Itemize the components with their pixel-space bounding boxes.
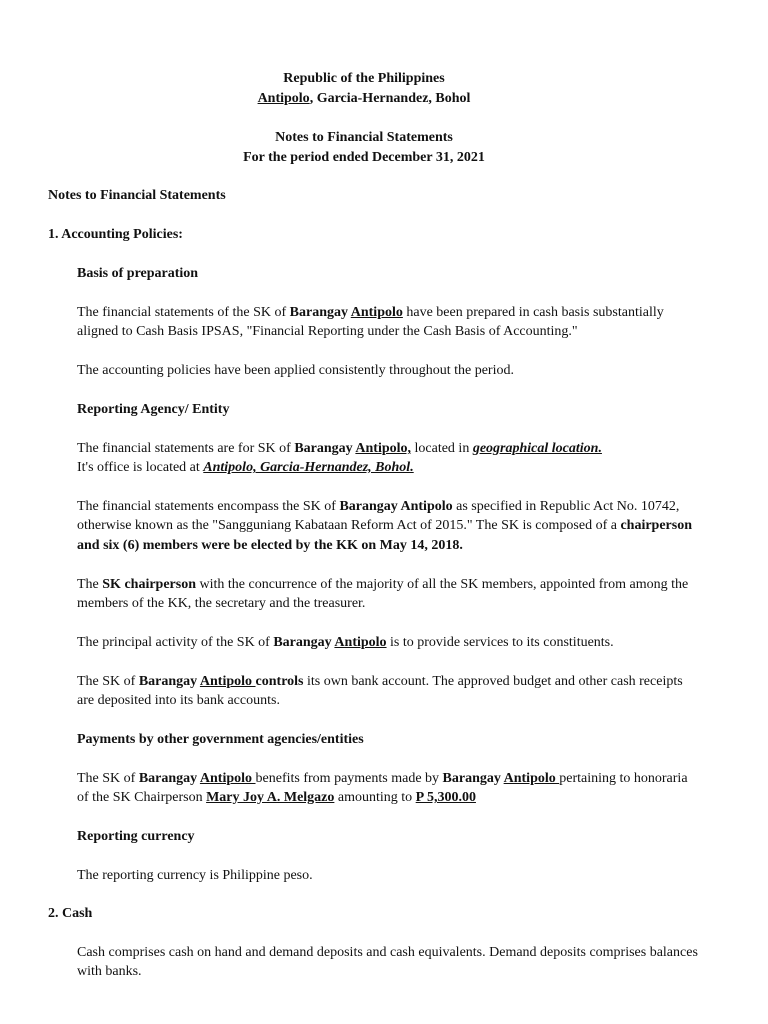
cash-paragraph-line1: Cash comprises cash on hand and demand deposits and cash equivalents. Demand deposits comprises balances [77,945,698,960]
cash-paragraph-line2: with banks. [77,964,142,979]
section1-title: 1. Accounting Policies: [48,227,183,242]
entity-paragraph2-line1: The financial statements encompass the SK of Barangay Antipolo as specified in Republic Act No. 10742, [77,499,680,514]
header-country: Republic of the Philippines [283,71,445,86]
section2-title: 2. Cash [48,906,93,921]
basis-heading: Basis of preparation [77,266,199,281]
currency-paragraph: The reporting currency is Philippine peso. [77,868,313,883]
entity-heading: Reporting Agency/ Entity [77,402,230,417]
payments-paragraph-line2: of the SK Chairperson Mary Joy A. Melgazo amounting to P 5,300.00 [77,790,476,805]
basis-paragraph-line1: The financial statements of the SK of Barangay Antipolo have been prepared in cash basis substantially [77,305,664,320]
entity-paragraph3-line1: The SK chairperson with the concurrence of the majority of all the SK members, appointed from among the [77,577,689,592]
header-location: Antipolo, Garcia-Hernandez, Bohol [257,91,471,106]
entity-paragraph3-line2: members of the KK, the secretary and the treasurer. [77,596,366,611]
payments-heading: Payments by other government agencies/entities [77,732,364,747]
policies-paragraph: The accounting policies have been applied consistently throughout the period. [77,363,514,378]
entity-paragraph4: The principal activity of the SK of Barangay Antipolo is to provide services to its constituents. [77,635,614,650]
entity-paragraph1-line2: It's office is located at Antipolo, Garcia-Hernandez, Bohol. [77,460,414,475]
entity-paragraph2-line2: otherwise known as the "Sangguniang Kabataan Reform Act of 2015." The SK is composed of a chairperson [77,518,693,533]
currency-heading: Reporting currency [77,829,195,844]
main-heading: Notes to Financial Statements [48,188,226,203]
entity-paragraph2-line3: and six (6) members were be elected by the KK on May 14, 2018. [77,538,463,553]
entity-paragraph5-line2: are deposited into its bank accounts. [77,693,280,708]
header-period: For the period ended December 31, 2021 [243,150,485,165]
payments-paragraph-line1: The SK of Barangay Antipolo benefits from payments made by Barangay Antipolo pertaining to honoraria [77,771,688,786]
entity-paragraph5-line1: The SK of Barangay Antipolo controls its own bank account. The approved budget and other cash receipts [77,674,683,689]
basis-paragraph-line2: aligned to Cash Basis IPSAS, "Financial Reporting under the Cash Basis of Accounting." [77,324,578,339]
entity-paragraph1-line1: The financial statements are for SK of Barangay Antipolo, located in geographical location. [77,441,602,456]
header-title: Notes to Financial Statements [275,130,453,145]
